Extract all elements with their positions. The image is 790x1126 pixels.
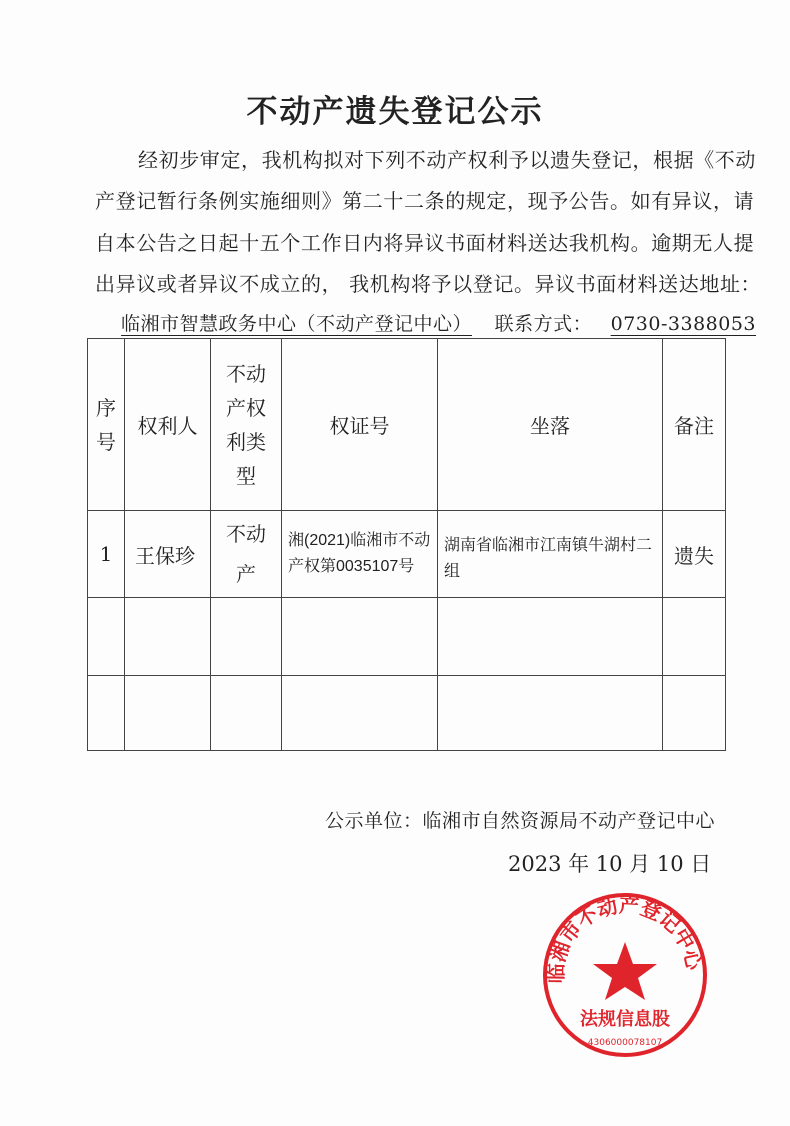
cell-holder: 王保珍: [125, 511, 211, 598]
stamp-name: 临湘市不动产登记中心: [543, 892, 707, 984]
table-row-empty: [88, 676, 726, 751]
cell-note: 遗失: [663, 511, 726, 598]
contact-label: 联系方式：: [494, 313, 593, 335]
header-holder: 权利人: [125, 339, 211, 511]
table-row-empty: [88, 598, 726, 676]
table-row: [88, 511, 726, 598]
document-title: 不动产遗失登记公示: [246, 94, 544, 130]
address: 临湘市智慧政务中心（不动产登记中心）: [121, 313, 473, 335]
stamp-dept: 法规信息股: [580, 1009, 670, 1030]
header-type: 不动产权利类型: [211, 339, 282, 511]
body-line: 产登记暂行条例实施细则》第二十二条的规定，现予公告。如有异议，请: [95, 189, 755, 213]
body-line: 经初步审定，我机构拟对下列不动产权利予以遗失登记，根据《不动: [138, 148, 756, 172]
cell-location: 湖南省临湘市江南镇牛湖村二组: [438, 511, 663, 598]
body-line: 自本公告之日起十五个工作日内将异议书面材料送达我机构。逾期无人提: [95, 231, 755, 255]
cell-no: 1: [88, 511, 125, 598]
cell-type: 不动产: [211, 511, 282, 598]
header-no: 序号: [88, 339, 125, 511]
header-note: 备注: [663, 339, 726, 511]
date: 2023 年 10 月 10 日: [508, 852, 712, 876]
registration-table: [87, 338, 726, 751]
signature: 公示单位：临湘市自然资源局不动产登记中心: [325, 810, 716, 832]
stamp-code: 4306000078107: [587, 1038, 663, 1048]
official-seal-icon: [540, 890, 710, 1060]
header-cert: 权证号: [282, 339, 438, 511]
table-header-row: [88, 339, 726, 511]
cell-cert: 湘(2021)临湘市不动产权第0035107号: [282, 511, 438, 598]
contact-phone: 0730-3388053: [610, 313, 757, 335]
header-location: 坐落: [438, 339, 663, 511]
body-line: 出异议或者异议不成立的， 我机构将予以登记。异议书面材料送达地址：: [95, 272, 762, 296]
